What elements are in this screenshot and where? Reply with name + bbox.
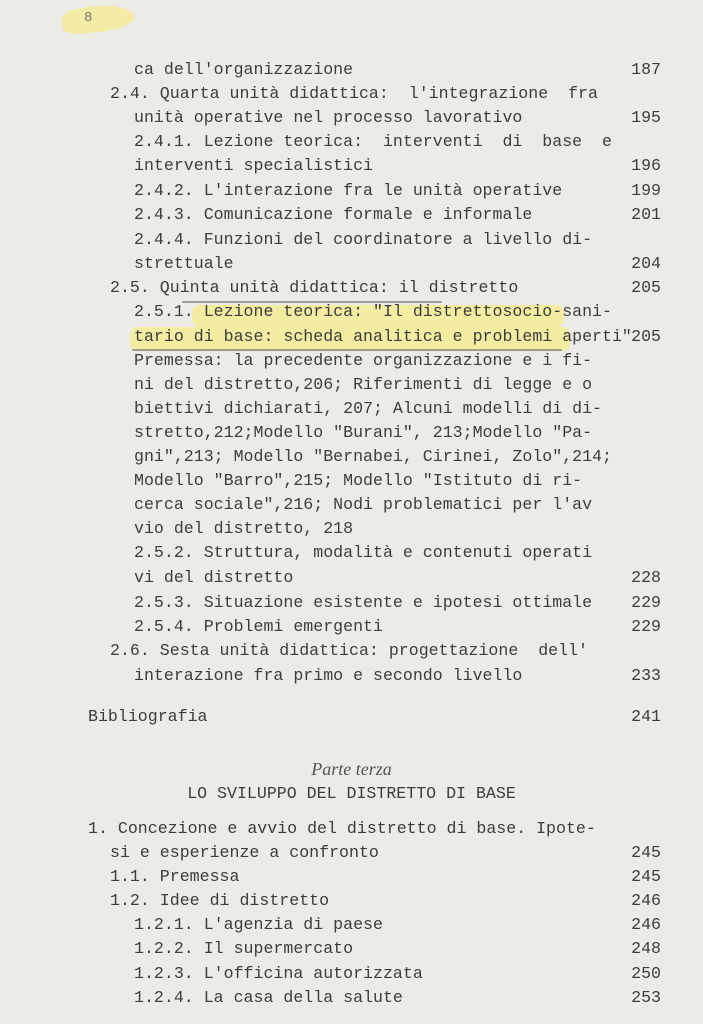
toc-entry-text: 2.4.4. Funzioni del coordinatore a livello di- [134, 230, 593, 249]
toc-entry-text: biettivi dichiarati, 207; Alcuni modelli di di- [134, 399, 603, 418]
toc-entry-page: 253 [631, 988, 661, 1007]
toc-entry-text: 2.4.1. Lezione teorica: interventi di base e [134, 132, 612, 151]
toc-entry-page: 195 [631, 108, 661, 127]
toc-entry-text: 2.5. Quinta unità didattica: il distretto [110, 278, 519, 297]
toc-entry-page: 233 [631, 666, 661, 685]
toc-entry-text: vio del distretto, 218 [134, 519, 354, 538]
toc-entry-page: 245 [631, 843, 661, 862]
toc-entry-text: tario di base: scheda analitica e problemi aperti" [134, 327, 632, 346]
toc-entry-text: strettuale [134, 254, 234, 273]
toc-entry-page: 229 [631, 593, 661, 612]
page-number: 8 [84, 10, 93, 26]
toc-entry-page: 248 [631, 939, 661, 958]
toc-entry-text: 1.2.4. La casa della salute [134, 988, 403, 1007]
toc-entry-text: interazione fra primo e secondo livello [134, 666, 523, 685]
toc-entry-page: 246 [631, 891, 661, 910]
toc-entry-text: 2.5.3. Situazione esistente e ipotesi ottimale [134, 593, 593, 612]
toc-entry-page: 250 [631, 964, 661, 983]
toc-entry-text: 1.2.1. L'agenzia di paese [134, 915, 383, 934]
toc-entry-page: 199 [631, 181, 661, 200]
highlighter-mark [61, 2, 135, 35]
toc-entry-text: 1. Concezione e avvio del distretto di base. Ipote- [88, 819, 596, 838]
toc-entry-page: 205 [631, 327, 661, 346]
toc-entry-page: 229 [631, 617, 661, 636]
toc-entry-text: si e esperienze a confronto [110, 843, 379, 862]
toc-entry-text: unità operative nel processo lavorativo [134, 108, 523, 127]
toc-entry-text: interventi specialistici [134, 156, 373, 175]
bibliography-page: 241 [631, 707, 661, 726]
toc-entry-text: 1.2.3. L'officina autorizzata [134, 964, 423, 983]
part-label: Parte terza [311, 759, 392, 779]
toc-entry-text: Premessa: la precedente organizzazione e i fi- [134, 351, 593, 370]
toc-entry-text: ca dell'organizzazione [134, 60, 354, 79]
toc-entry-text: 2.4.2. L'interazione fra le unità operative [134, 181, 563, 200]
toc-entry-text: 2.4. Quarta unità didattica: l'integrazione fra [110, 84, 598, 103]
toc-entry-text: 2.5.4. Problemi emergenti [134, 617, 383, 636]
toc-entry-text: cerca sociale",216; Nodi problematici per l'av [134, 495, 593, 514]
toc-entry-text: 2.4.3. Comunicazione formale e informale [134, 205, 533, 224]
toc-entry-text: 2.5.2. Struttura, modalità e contenuti operati [134, 543, 593, 562]
toc-entry-text: stretto,212;Modello "Burani", 213;Modello "Pa- [134, 423, 593, 442]
part-title: LO SVILUPPO DEL DISTRETTO DI BASE [187, 784, 516, 803]
toc-entry-text: 1.2. Idee di distretto [110, 891, 330, 910]
toc-entry-text: 2.6. Sesta unità didattica: progettazione dell' [110, 641, 588, 660]
toc-entry-text: gni",213; Modello "Bernabei, Cirinei, Zolo",214; [134, 447, 612, 466]
toc-entry-page: 196 [631, 156, 661, 175]
bibliography-label: Bibliografia [88, 707, 208, 726]
toc-entry-text: ni del distretto,206; Riferimenti di legge e o [134, 375, 593, 394]
toc-entry-page: 228 [631, 568, 661, 587]
toc-entry-text: 2.5.1. Lezione teorica: "Il distrettosocio-sani- [134, 302, 612, 321]
toc-entry-text: Modello "Barro",215; Modello "Istituto di ri- [134, 471, 583, 490]
toc-entry-page: 246 [631, 915, 661, 934]
toc-entry-page: 201 [631, 205, 661, 224]
toc-entry-page: 205 [631, 278, 661, 297]
toc-entry-text: 1.2.2. Il supermercato [134, 939, 354, 958]
toc-entry-page: 204 [631, 254, 661, 273]
toc-entry-page: 245 [631, 867, 661, 886]
toc-entry-text: vi del distretto [134, 568, 294, 587]
toc-entry-page: 187 [631, 60, 661, 79]
toc-entry-text: 1.1. Premessa [110, 867, 240, 886]
